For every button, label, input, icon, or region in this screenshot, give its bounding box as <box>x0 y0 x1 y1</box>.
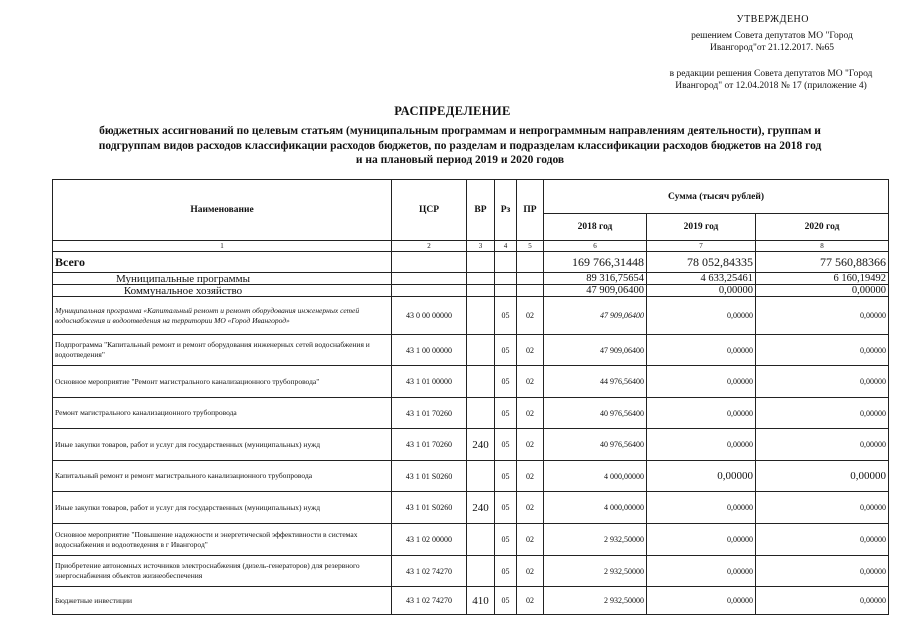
row-csr: 43 1 01 70260 <box>392 429 467 461</box>
decision-line-1: решением Совета депутатов МО "Город <box>691 31 853 41</box>
row-vr: 240 <box>467 492 495 524</box>
row-name: Капитальный ремонт и ремонт магистрального канализационного трубопровода <box>53 461 392 492</box>
row-name: Бюджетные инвестиции <box>53 587 392 615</box>
row-2019: 0,00000 <box>647 524 756 556</box>
subtitle-line-1: бюджетных ассигнований по целевым статьям (муниципальным программам и непрограммным направлениям деятельности), группам и <box>99 125 821 137</box>
row-2020: 0,00000 <box>756 461 889 492</box>
total-2019: 78 052,84335 <box>647 252 756 273</box>
row-2019: 0,00000 <box>647 297 756 335</box>
column-number: 1 <box>53 241 392 252</box>
row-rz: 05 <box>495 556 517 587</box>
header-2018: 2018 год <box>544 214 647 241</box>
row-2020: 0,00000 <box>756 398 889 429</box>
row-rz: 05 <box>495 297 517 335</box>
row-pr: 02 <box>517 398 544 429</box>
subtitle-line-3: и на плановый период 2019 и 2020 годов <box>355 154 565 166</box>
approved-label: УТВЕРЖДЕНО <box>736 14 809 25</box>
row-csr: 43 1 02 74270 <box>392 587 467 615</box>
header-2019: 2019 год <box>647 214 756 241</box>
row-vr: 240 <box>467 429 495 461</box>
row-pr: 02 <box>517 366 544 398</box>
row-2019: 0,00000 <box>647 461 756 492</box>
row-pr: 02 <box>517 587 544 615</box>
communal-2020: 0,00000 <box>756 285 889 297</box>
row-name: Иные закупки товаров, работ и услуг для государственных (муниципальных) нужд <box>53 492 392 524</box>
column-number: 4 <box>495 241 517 252</box>
row-2020: 0,00000 <box>756 429 889 461</box>
table-row <box>53 524 889 556</box>
programs-2019: 4 633,25461 <box>647 273 756 285</box>
row-2020: 0,00000 <box>756 556 889 587</box>
row-pr: 02 <box>517 524 544 556</box>
column-number-row <box>53 241 889 252</box>
row-csr: 43 1 01 S0260 <box>392 492 467 524</box>
programs-row <box>53 273 889 285</box>
row-rz: 05 <box>495 335 517 366</box>
total-2018: 169 766,31448 <box>544 252 647 273</box>
document-title: РАСПРЕДЕЛЕНИЕ <box>394 104 511 118</box>
row-2019: 0,00000 <box>647 492 756 524</box>
table-row <box>53 297 889 335</box>
header-vr: ВР <box>467 180 495 241</box>
row-name: Иные закупки товаров, работ и услуг для государственных (муниципальных) нужд <box>53 429 392 461</box>
row-rz: 05 <box>495 398 517 429</box>
row-2018: 2 932,50000 <box>544 556 647 587</box>
table-row <box>53 335 889 366</box>
revision-line-2: Ивангород" от 12.04.2018 № 17 (приложение 4) <box>675 81 867 91</box>
total-name: Всего <box>53 252 392 273</box>
communal-row <box>53 285 889 297</box>
row-2018: 44 976,56400 <box>544 366 647 398</box>
row-rz: 05 <box>495 587 517 615</box>
row-csr: 43 1 01 70260 <box>392 398 467 429</box>
row-2018: 2 932,50000 <box>544 587 647 615</box>
row-vr <box>467 398 495 429</box>
header-pr: ПР <box>517 180 544 241</box>
row-vr <box>467 297 495 335</box>
table-row <box>53 429 889 461</box>
row-2019: 0,00000 <box>647 398 756 429</box>
row-2018: 2 932,50000 <box>544 524 647 556</box>
row-vr <box>467 556 495 587</box>
row-name: Приобретение автономных источников электроснабжения (дизель-генераторов) для резервного энергоснабжения объектов жизнеобеспечения <box>53 556 392 587</box>
header-name: Наименование <box>53 180 392 241</box>
row-rz: 05 <box>495 524 517 556</box>
total-2020: 77 560,88366 <box>756 252 889 273</box>
row-vr <box>467 366 495 398</box>
row-vr <box>467 335 495 366</box>
communal-2019: 0,00000 <box>647 285 756 297</box>
row-2018: 4 000,00000 <box>544 461 647 492</box>
row-vr <box>467 524 495 556</box>
communal-name: Коммунальное хозяйство <box>53 285 392 297</box>
total-row <box>53 252 889 273</box>
row-vr: 410 <box>467 587 495 615</box>
header-csr: ЦСР <box>392 180 467 241</box>
row-2020: 0,00000 <box>756 587 889 615</box>
row-2019: 0,00000 <box>647 429 756 461</box>
decision-reference <box>672 30 872 54</box>
row-pr: 02 <box>517 335 544 366</box>
row-2019: 0,00000 <box>647 587 756 615</box>
table-row <box>53 366 889 398</box>
column-number: 5 <box>517 241 544 252</box>
decision-line-2: Ивангород"от 21.12.2017. №65 <box>709 43 835 53</box>
row-pr: 02 <box>517 297 544 335</box>
row-2019: 0,00000 <box>647 335 756 366</box>
column-number: 6 <box>544 241 647 252</box>
row-csr: 43 1 01 S0260 <box>392 461 467 492</box>
row-pr: 02 <box>517 461 544 492</box>
row-rz: 05 <box>495 366 517 398</box>
row-pr: 02 <box>517 429 544 461</box>
row-2020: 0,00000 <box>756 524 889 556</box>
row-2018: 40 976,56400 <box>544 429 647 461</box>
row-pr: 02 <box>517 556 544 587</box>
column-number: 3 <box>467 241 495 252</box>
header-sum: Сумма (тысяч рублей) <box>544 180 889 214</box>
communal-2018: 47 909,06400 <box>544 285 647 297</box>
column-number: 7 <box>647 241 756 252</box>
programs-2018: 89 316,75654 <box>544 273 647 285</box>
row-vr <box>467 461 495 492</box>
header-2020: 2020 год <box>756 214 889 241</box>
column-number: 2 <box>392 241 467 252</box>
row-2020: 0,00000 <box>756 297 889 335</box>
table-row <box>53 492 889 524</box>
row-2020: 0,00000 <box>756 366 889 398</box>
row-2019: 0,00000 <box>647 556 756 587</box>
programs-name: Муниципальные программы <box>53 273 392 285</box>
row-csr: 43 1 02 00000 <box>392 524 467 556</box>
row-2018: 47 909,06400 <box>544 335 647 366</box>
row-2018: 40 976,56400 <box>544 398 647 429</box>
header-rz: Рз <box>495 180 517 241</box>
row-csr: 43 1 01 00000 <box>392 366 467 398</box>
budget-table <box>52 179 889 615</box>
row-rz: 05 <box>495 429 517 461</box>
row-pr: 02 <box>517 492 544 524</box>
row-name: Подпрограмма "Капитальный ремонт и ремонт оборудования инженерных сетей водоснабжения и водоотведения" <box>53 335 392 366</box>
revision-line-1: в редакции решения Совета депутатов МО "Город <box>669 69 873 79</box>
document-subtitle <box>40 124 880 168</box>
table-row <box>53 587 889 615</box>
row-name: Ремонт магистрального канализационного трубопровода <box>53 398 392 429</box>
subtitle-line-2: подгруппам видов расходов классификации расходов бюджетов, по разделам и подразделам классификации расходов бюджетов на 2018 год <box>98 139 822 152</box>
revision-reference <box>651 68 891 92</box>
row-name: Основное мероприятие "Повышение надежности и энергетической эффективности в системах водоснабжения и водоотведения в г Ивангород" <box>53 524 392 556</box>
row-name: Основное мероприятие "Ремонт магистрального канализационного трубопровода" <box>53 366 392 398</box>
table-row <box>53 556 889 587</box>
programs-2020: 6 160,19492 <box>756 273 889 285</box>
row-2018: 4 000,00000 <box>544 492 647 524</box>
row-csr: 43 1 00 00000 <box>392 335 467 366</box>
table-row <box>53 461 889 492</box>
row-rz: 05 <box>495 492 517 524</box>
column-number: 8 <box>756 241 889 252</box>
row-2020: 0,00000 <box>756 335 889 366</box>
row-csr: 43 0 00 00000 <box>392 297 467 335</box>
row-2020: 0,00000 <box>756 492 889 524</box>
row-name: Муниципальная программа «Капитальный ремонт и ремонт оборудования инженерных сетей водоснабжения и водоотведения на территории МО «Город Ивангород» <box>53 297 392 335</box>
row-csr: 43 1 02 74270 <box>392 556 467 587</box>
row-2019: 0,00000 <box>647 366 756 398</box>
row-rz: 05 <box>495 461 517 492</box>
row-2018: 47 909,06400 <box>544 297 647 335</box>
table-row <box>53 398 889 429</box>
